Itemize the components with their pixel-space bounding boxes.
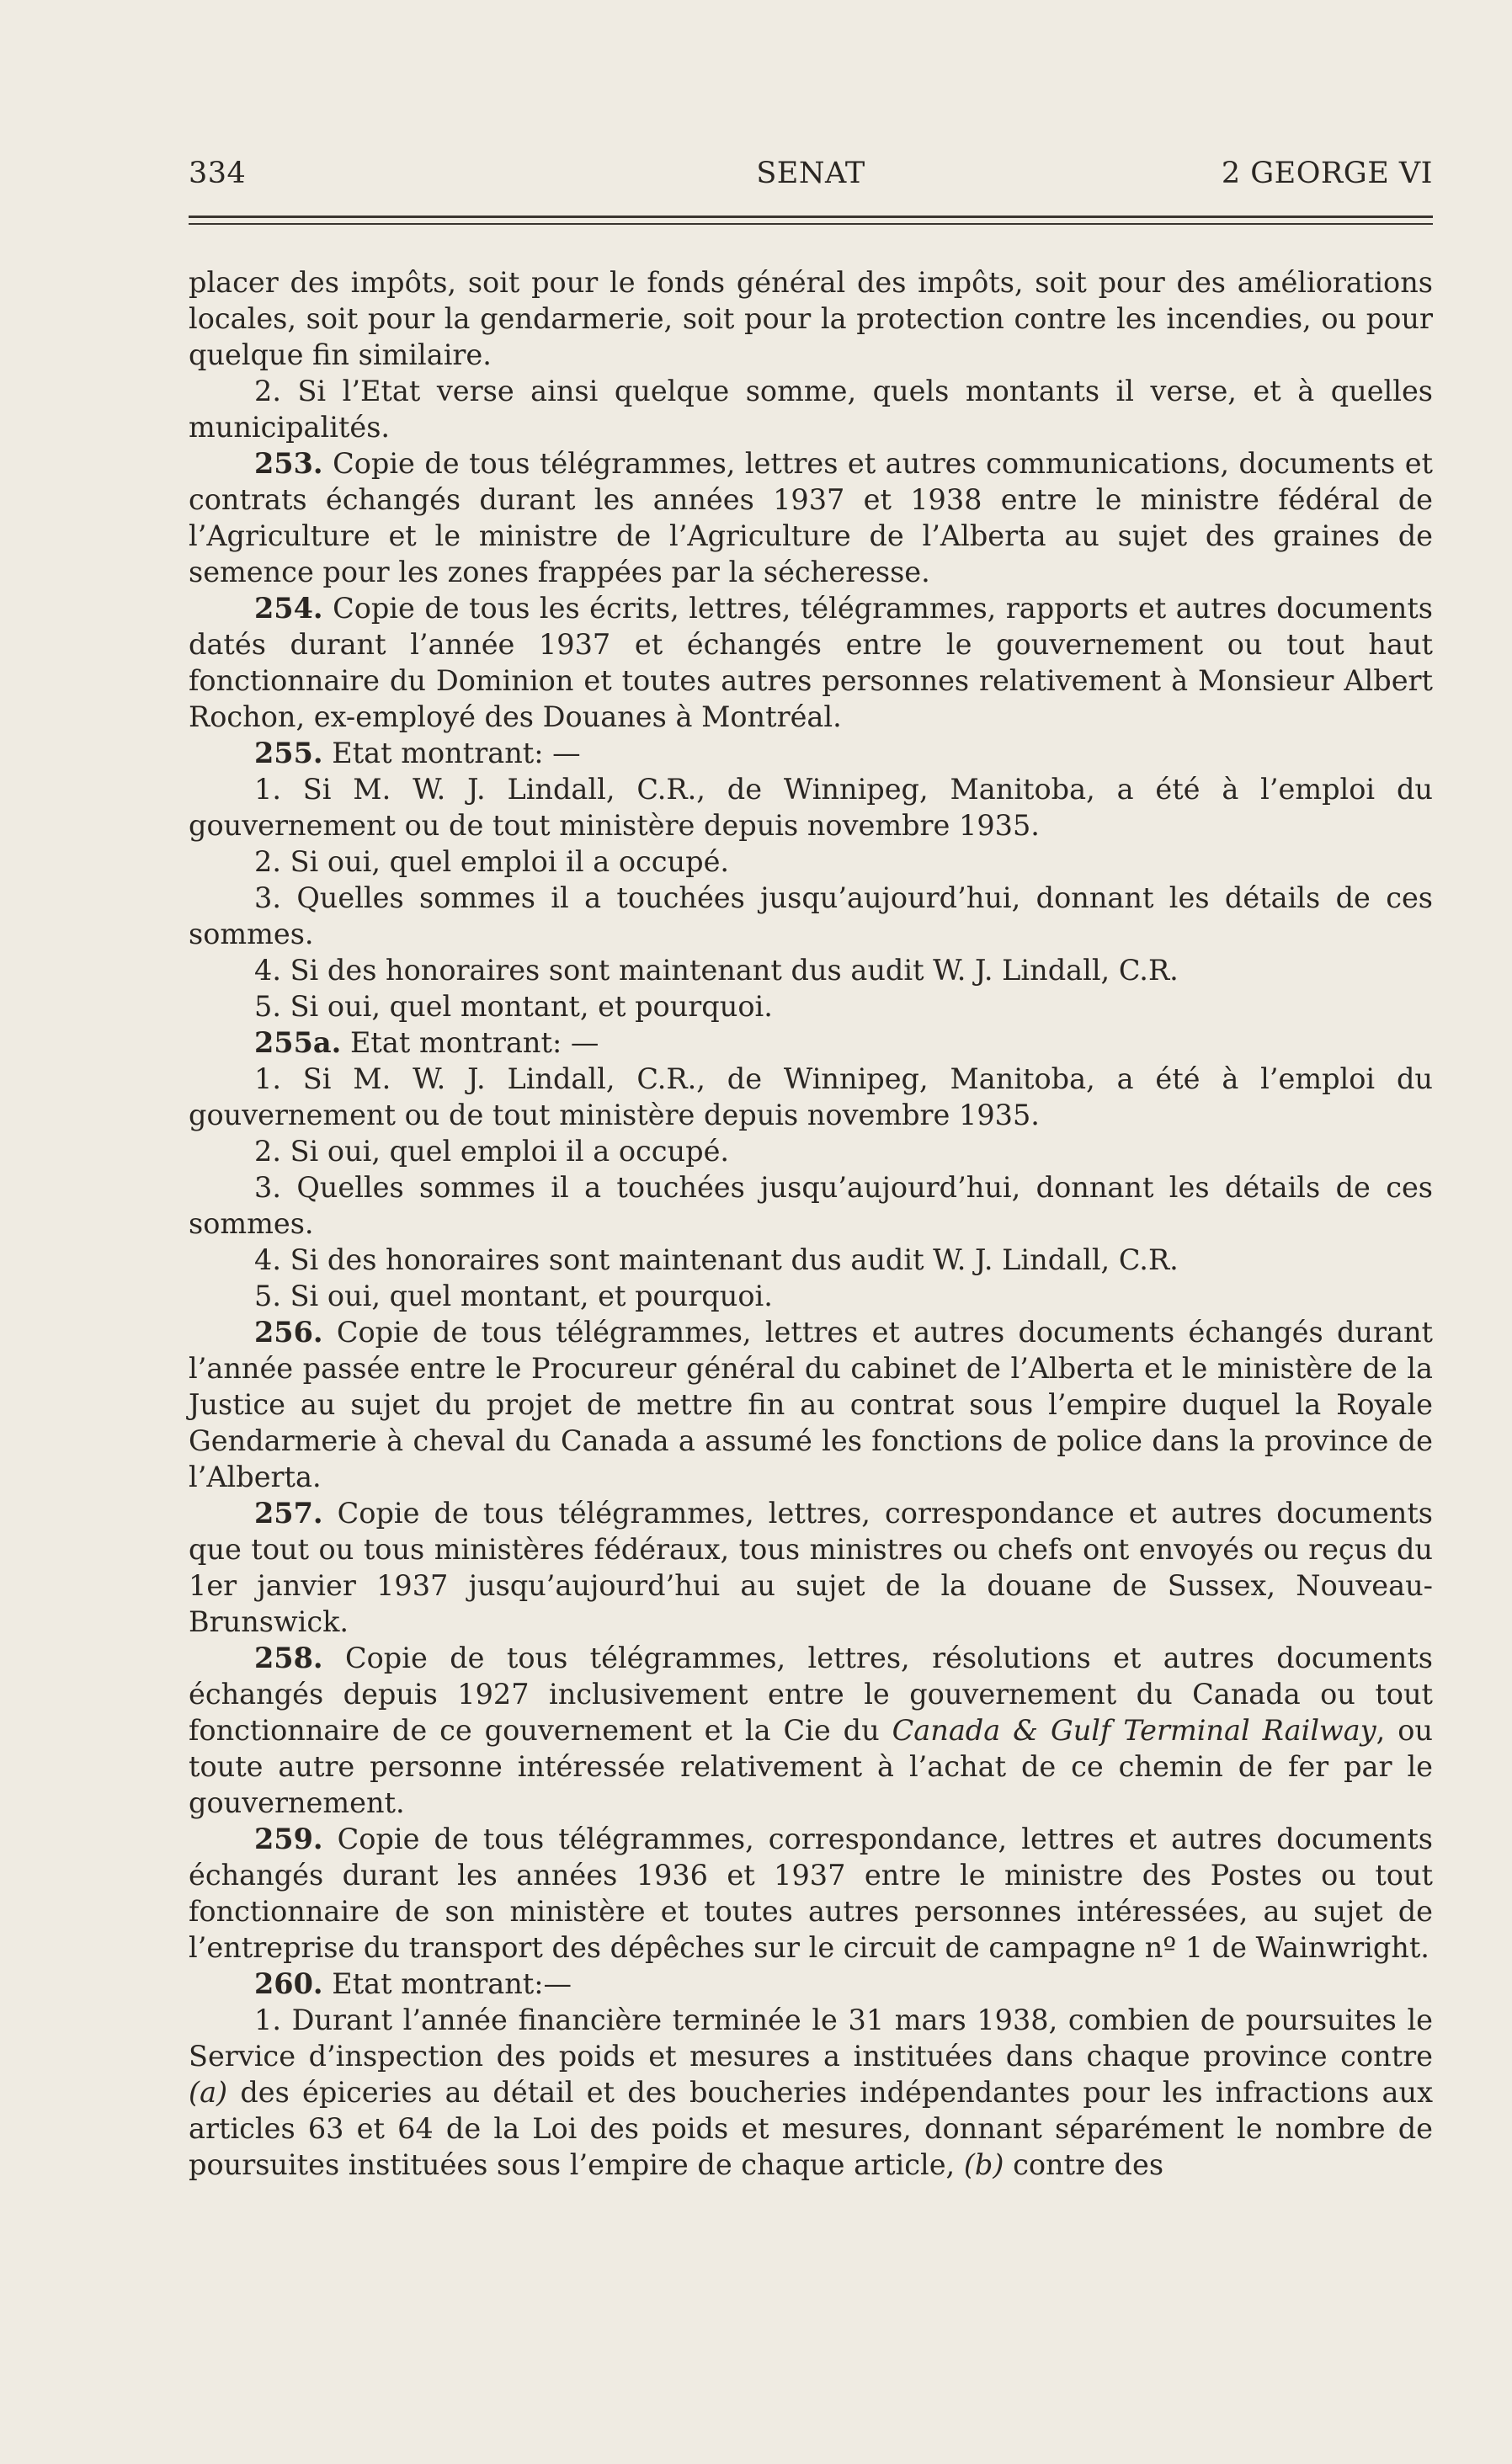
paragraph-number: 258. (254, 1642, 323, 1674)
paragraph-text: placer des impôts, soit pour le fonds général des impôts, soit pour des améliorations locales, soit pour la gendarmerie, soit pour la protection contre les incendies, ou pour quelque fin similaire. (189, 266, 1433, 371)
paragraph (189, 988, 1433, 1024)
paragraph-number: 257. (254, 1497, 323, 1530)
body-text (189, 264, 1433, 2183)
paragraph (189, 1061, 1433, 1133)
paragraph-text: Copie de tous les écrits, lettres, télégrammes, rapports et autres documents datés durant l’année 1937 et échangés entre le gouvernement ou tout haut fonctionnaire du Dominion et toutes autres personnes relativement à Monsieur Albert Rochon, ex-employé des Douanes à Montréal. (189, 592, 1433, 733)
paragraph (189, 1242, 1433, 1278)
paragraph-number: 255a. (254, 1026, 342, 1059)
paragraph-text: Etat montrant: — (341, 1026, 599, 1059)
paragraph-text: Copie de tous télégrammes, lettres et autres communications, documents et contrats échangés durant les années 1937 et 1938 entre le ministre fédéral de l’Agriculture et le ministre de l’Agriculture de l’Alberta au sujet des graines de semence pour les zones frappées par la sécheresse. (189, 447, 1433, 588)
paragraph (189, 1169, 1433, 1242)
paragraph-number: 256. (254, 1316, 323, 1349)
numbered-paragraph (189, 590, 1433, 735)
paragraph-text: 3. Quelles sommes il a touchées jusqu’aujourd’hui, donnant les détails de ces sommes. (189, 881, 1433, 950)
paragraph (189, 771, 1433, 844)
paragraph-italic-text: (b) (963, 2148, 1004, 2181)
paragraph-text: Etat montrant: — (322, 737, 581, 769)
paragraph-text: 2. Si oui, quel emploi il a occupé. (254, 845, 730, 878)
numbered-paragraph (189, 735, 1433, 771)
paragraph (189, 1133, 1433, 1169)
paragraph-text: 3. Quelles sommes il a touchées jusqu’aujourd’hui, donnant les détails de ces sommes. (189, 1171, 1433, 1240)
paragraph-text: 5. Si oui, quel montant, et pourquoi. (254, 990, 773, 1023)
paragraph-text: 2. Si oui, quel emploi il a occupé. (254, 1135, 730, 1168)
numbered-paragraph (189, 1640, 1433, 1821)
paragraph-text: 2. Si l’Etat verse ainsi quelque somme, quels montants il verse, et à quelles municipalités. (189, 375, 1433, 444)
paragraph-text: 4. Si des honoraires sont maintenant dus audit W. J. Lindall, C.R. (254, 954, 1179, 987)
header-session: 2 GEORGE VI (1221, 157, 1433, 190)
paragraph-text: Copie de tous télégrammes, lettres et autres documents échangés durant l’année passée entre le Procureur général du cabinet de l’Alberta et le ministère de la Justice au sujet du projet de mettre fin au contrat sous l’empire duquel la Royale Gendarmerie à cheval du Canada a assumé les fonctions de police dans la province de l’Alberta. (189, 1316, 1433, 1493)
paragraph-number: 254. (254, 592, 323, 625)
paragraph-number: 255. (254, 737, 323, 769)
paragraph-number: 253. (254, 447, 323, 480)
paragraph-italic-text: Canada & Gulf Terminal Railway (892, 1714, 1376, 1747)
paragraph-text: 5. Si oui, quel montant, et pourquoi. (254, 1280, 773, 1312)
paragraph (189, 880, 1433, 952)
paragraph (189, 952, 1433, 988)
numbered-paragraph (189, 1314, 1433, 1495)
paragraph-text: 1. Si M. W. J. Lindall, C.R., de Winnipeg, Manitoba, a été à l’emploi du gouvernement ou de tout ministère depuis novembre 1935. (189, 773, 1433, 842)
paragraph-italic-text: (a) (189, 2076, 228, 2109)
paragraph-text: Etat montrant:— (322, 1967, 572, 2000)
paragraph-number: 259. (254, 1823, 323, 1855)
paragraph (189, 264, 1433, 373)
numbered-paragraph (189, 445, 1433, 590)
page-number: 334 (189, 157, 247, 190)
header-title: SENAT (756, 157, 865, 190)
header-rule-thick (189, 216, 1433, 218)
numbered-paragraph (189, 1024, 1433, 1061)
numbered-paragraph (189, 1821, 1433, 1966)
paragraph-number: 260. (254, 1967, 323, 2000)
numbered-paragraph (189, 1966, 1433, 2002)
paragraph-text: Copie de tous télégrammes, lettres, résolutions et autres documents échangés depuis 1927 inclusivement entre le gouvernement du Canada ou tout fonctionnaire de ce gouvernement et la Cie du (189, 1642, 1433, 1747)
numbered-paragraph (189, 1495, 1433, 1640)
header-rule-thin (189, 223, 1433, 225)
paragraph-text: 4. Si des honoraires sont maintenant dus audit W. J. Lindall, C.R. (254, 1243, 1179, 1276)
paragraph-text: , ou toute autre personne intéressée relativement à l’achat de ce chemin de fer par le gouvernement. (189, 1714, 1433, 1819)
paragraph-text: 1. Durant l’année financière terminée le 31 mars 1938, combien de poursuites le Service d’inspection des poids et mesures a instituées dans chaque province contre (189, 2004, 1433, 2073)
paragraph-text: Copie de tous télégrammes, lettres, correspondance et autres documents que tout ou tous ministères fédéraux, tous ministres ou chefs ont envoyés ou reçus du 1er janvier 1937 jusqu’aujourd’hui au sujet de la douane de Sussex, Nouveau-Brunswick. (189, 1497, 1433, 1638)
paragraph (189, 373, 1433, 445)
paragraph-text: des épiceries au détail et des boucheries indépendantes pour les infractions aux articles 63 et 64 de la Loi des poids et mesures, donnant séparément le nombre de poursuites instituées sous l’empire de chaque article, (189, 2076, 1433, 2181)
paragraph (189, 844, 1433, 880)
paragraph-text: contre des (1004, 2148, 1164, 2181)
paragraph-text: 1. Si M. W. J. Lindall, C.R., de Winnipeg, Manitoba, a été à l’emploi du gouvernement ou de tout ministère depuis novembre 1935. (189, 1062, 1433, 1131)
paragraph-text: Copie de tous télégrammes, correspondance, lettres et autres documents échangés durant les années 1936 et 1937 entre le ministre des Postes ou tout fonctionnaire de son ministère et toutes autres personnes intéressées, au sujet de l’entreprise du transport des dépêches sur le circuit de campagne nº 1 de Wainwright. (189, 1823, 1433, 1964)
paragraph (189, 2002, 1433, 2183)
paragraph (189, 1278, 1433, 1314)
